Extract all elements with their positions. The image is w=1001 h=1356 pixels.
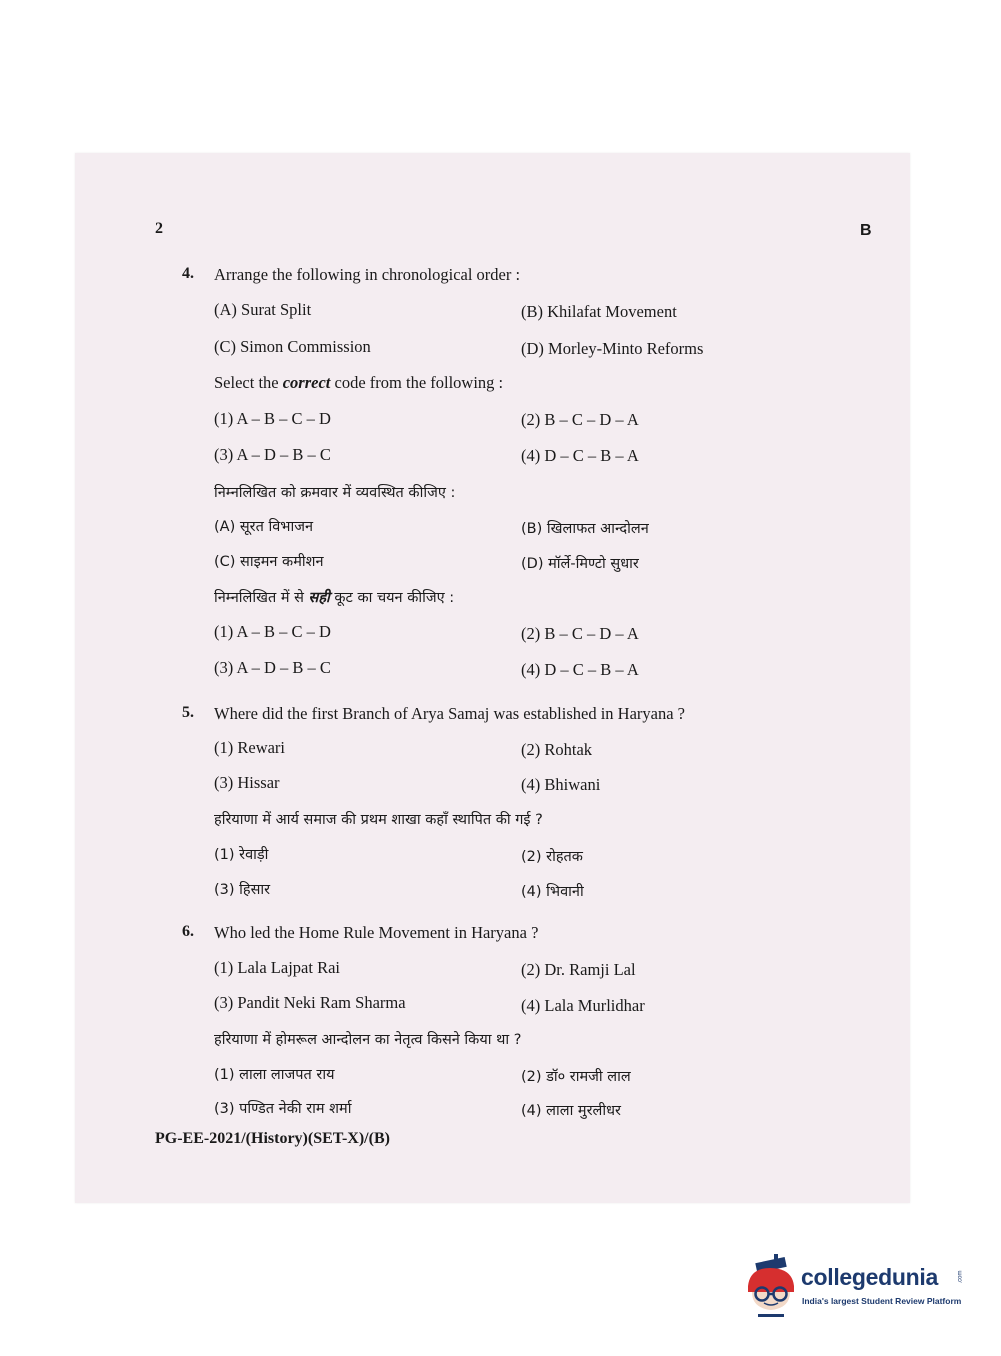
q4-hindi-option-4: (4) D – C – B – A <box>521 660 639 679</box>
q4-item-b: (B) Khilafat Movement <box>521 302 677 321</box>
q6-hindi-option-4: (4) लाला मुरलीधर <box>521 1103 621 1119</box>
q4-item-a: (A) Surat Split <box>214 300 312 319</box>
q4-hindi-item-d: (D) मॉर्ले-मिण्टो सुधार <box>521 556 639 572</box>
q5-option-3: (3) Hissar <box>214 773 280 792</box>
q4-hindi-item-a: (A) सूरत विभाजन <box>214 519 314 535</box>
q4-option-3: (3) A – D – B – C <box>214 445 331 464</box>
q4-item-d: (D) Morley-Minto Reforms <box>521 339 704 358</box>
q6-option-1: (1) Lala Lajpat Rai <box>214 958 340 977</box>
brand-domain-suffix: .com <box>957 1270 964 1284</box>
brand-tagline: India's largest Student Review Platform <box>802 1296 962 1306</box>
q4-hindi-option-2: (2) B – C – D – A <box>521 624 639 643</box>
q6-hindi-option-1: (1) लाला लाजपत राय <box>214 1067 335 1083</box>
q4-option-1: (1) A – B – C – D <box>214 409 331 428</box>
q4-item-c: (C) Simon Commission <box>214 337 371 356</box>
q6-hindi-stem: हरियाणा में होमरूल आन्दोलन का नेतृत्व किसने किया था ? <box>214 1032 522 1048</box>
q5-hindi-stem: हरियाणा में आर्य समाज की प्रथम शाखा कहाँ स्थापित की गई ? <box>214 812 543 828</box>
question-5-number: 5. <box>182 704 194 721</box>
q4-hindi-code-instruction: निम्नलिखित में से सही कूट का चयन कीजिए : <box>214 590 455 606</box>
q4-hindi-stem: निम्नलिखित को क्रमवार में व्यवस्थित कीजिए : <box>214 485 456 501</box>
q4-hindi-item-b: (B) खिलाफत आन्दोलन <box>521 521 649 537</box>
q6-option-3: (3) Pandit Neki Ram Sharma <box>214 993 406 1012</box>
set-letter: B <box>860 222 872 239</box>
q4-hindi-option-3: (3) A – D – B – C <box>214 658 331 677</box>
q5-option-1: (1) Rewari <box>214 738 286 757</box>
q5-option-2: (2) Rohtak <box>521 740 593 759</box>
q4-option-4: (4) D – C – B – A <box>521 446 639 465</box>
q5-hindi-option-3: (3) हिसार <box>214 882 271 898</box>
q6-option-4: (4) Lala Murlidhar <box>521 996 645 1015</box>
page-number: 2 <box>155 220 163 237</box>
q5-option-4: (4) Bhiwani <box>521 775 601 794</box>
question-4-number: 4. <box>182 265 194 282</box>
question-6-stem: Who led the Home Rule Movement in Haryana ? <box>214 923 539 942</box>
collegedunia-logo <box>742 1252 972 1320</box>
q4-hindi-option-1: (1) A – B – C – D <box>214 622 331 641</box>
question-4-stem: Arrange the following in chronological order : <box>214 265 521 284</box>
q4-code-instruction: Select the correct code from the following : <box>214 373 504 392</box>
q4-option-2: (2) B – C – D – A <box>521 410 639 429</box>
brand-name: collegedunia <box>801 1264 938 1290</box>
q5-hindi-option-2: (2) रोहतक <box>521 849 583 865</box>
q5-hindi-option-4: (4) भिवानी <box>521 884 584 900</box>
q6-hindi-option-3: (3) पण्डित नेकी राम शर्मा <box>214 1101 352 1117</box>
paper-code: PG-EE-2021/(History)(SET-X)/(B) <box>155 1130 390 1147</box>
q4-hindi-item-c: (C) साइमन कमीशन <box>214 554 324 570</box>
q6-option-2: (2) Dr. Ramji Lal <box>521 960 636 979</box>
q5-hindi-option-1: (1) रेवाड़ी <box>214 847 269 863</box>
question-5-stem: Where did the first Branch of Arya Samaj was established in Haryana ? <box>214 704 686 723</box>
mascot-logo-icon <box>742 1252 800 1320</box>
question-6-number: 6. <box>182 923 194 940</box>
q6-hindi-option-2: (2) डॉ० रामजी लाल <box>521 1069 631 1085</box>
